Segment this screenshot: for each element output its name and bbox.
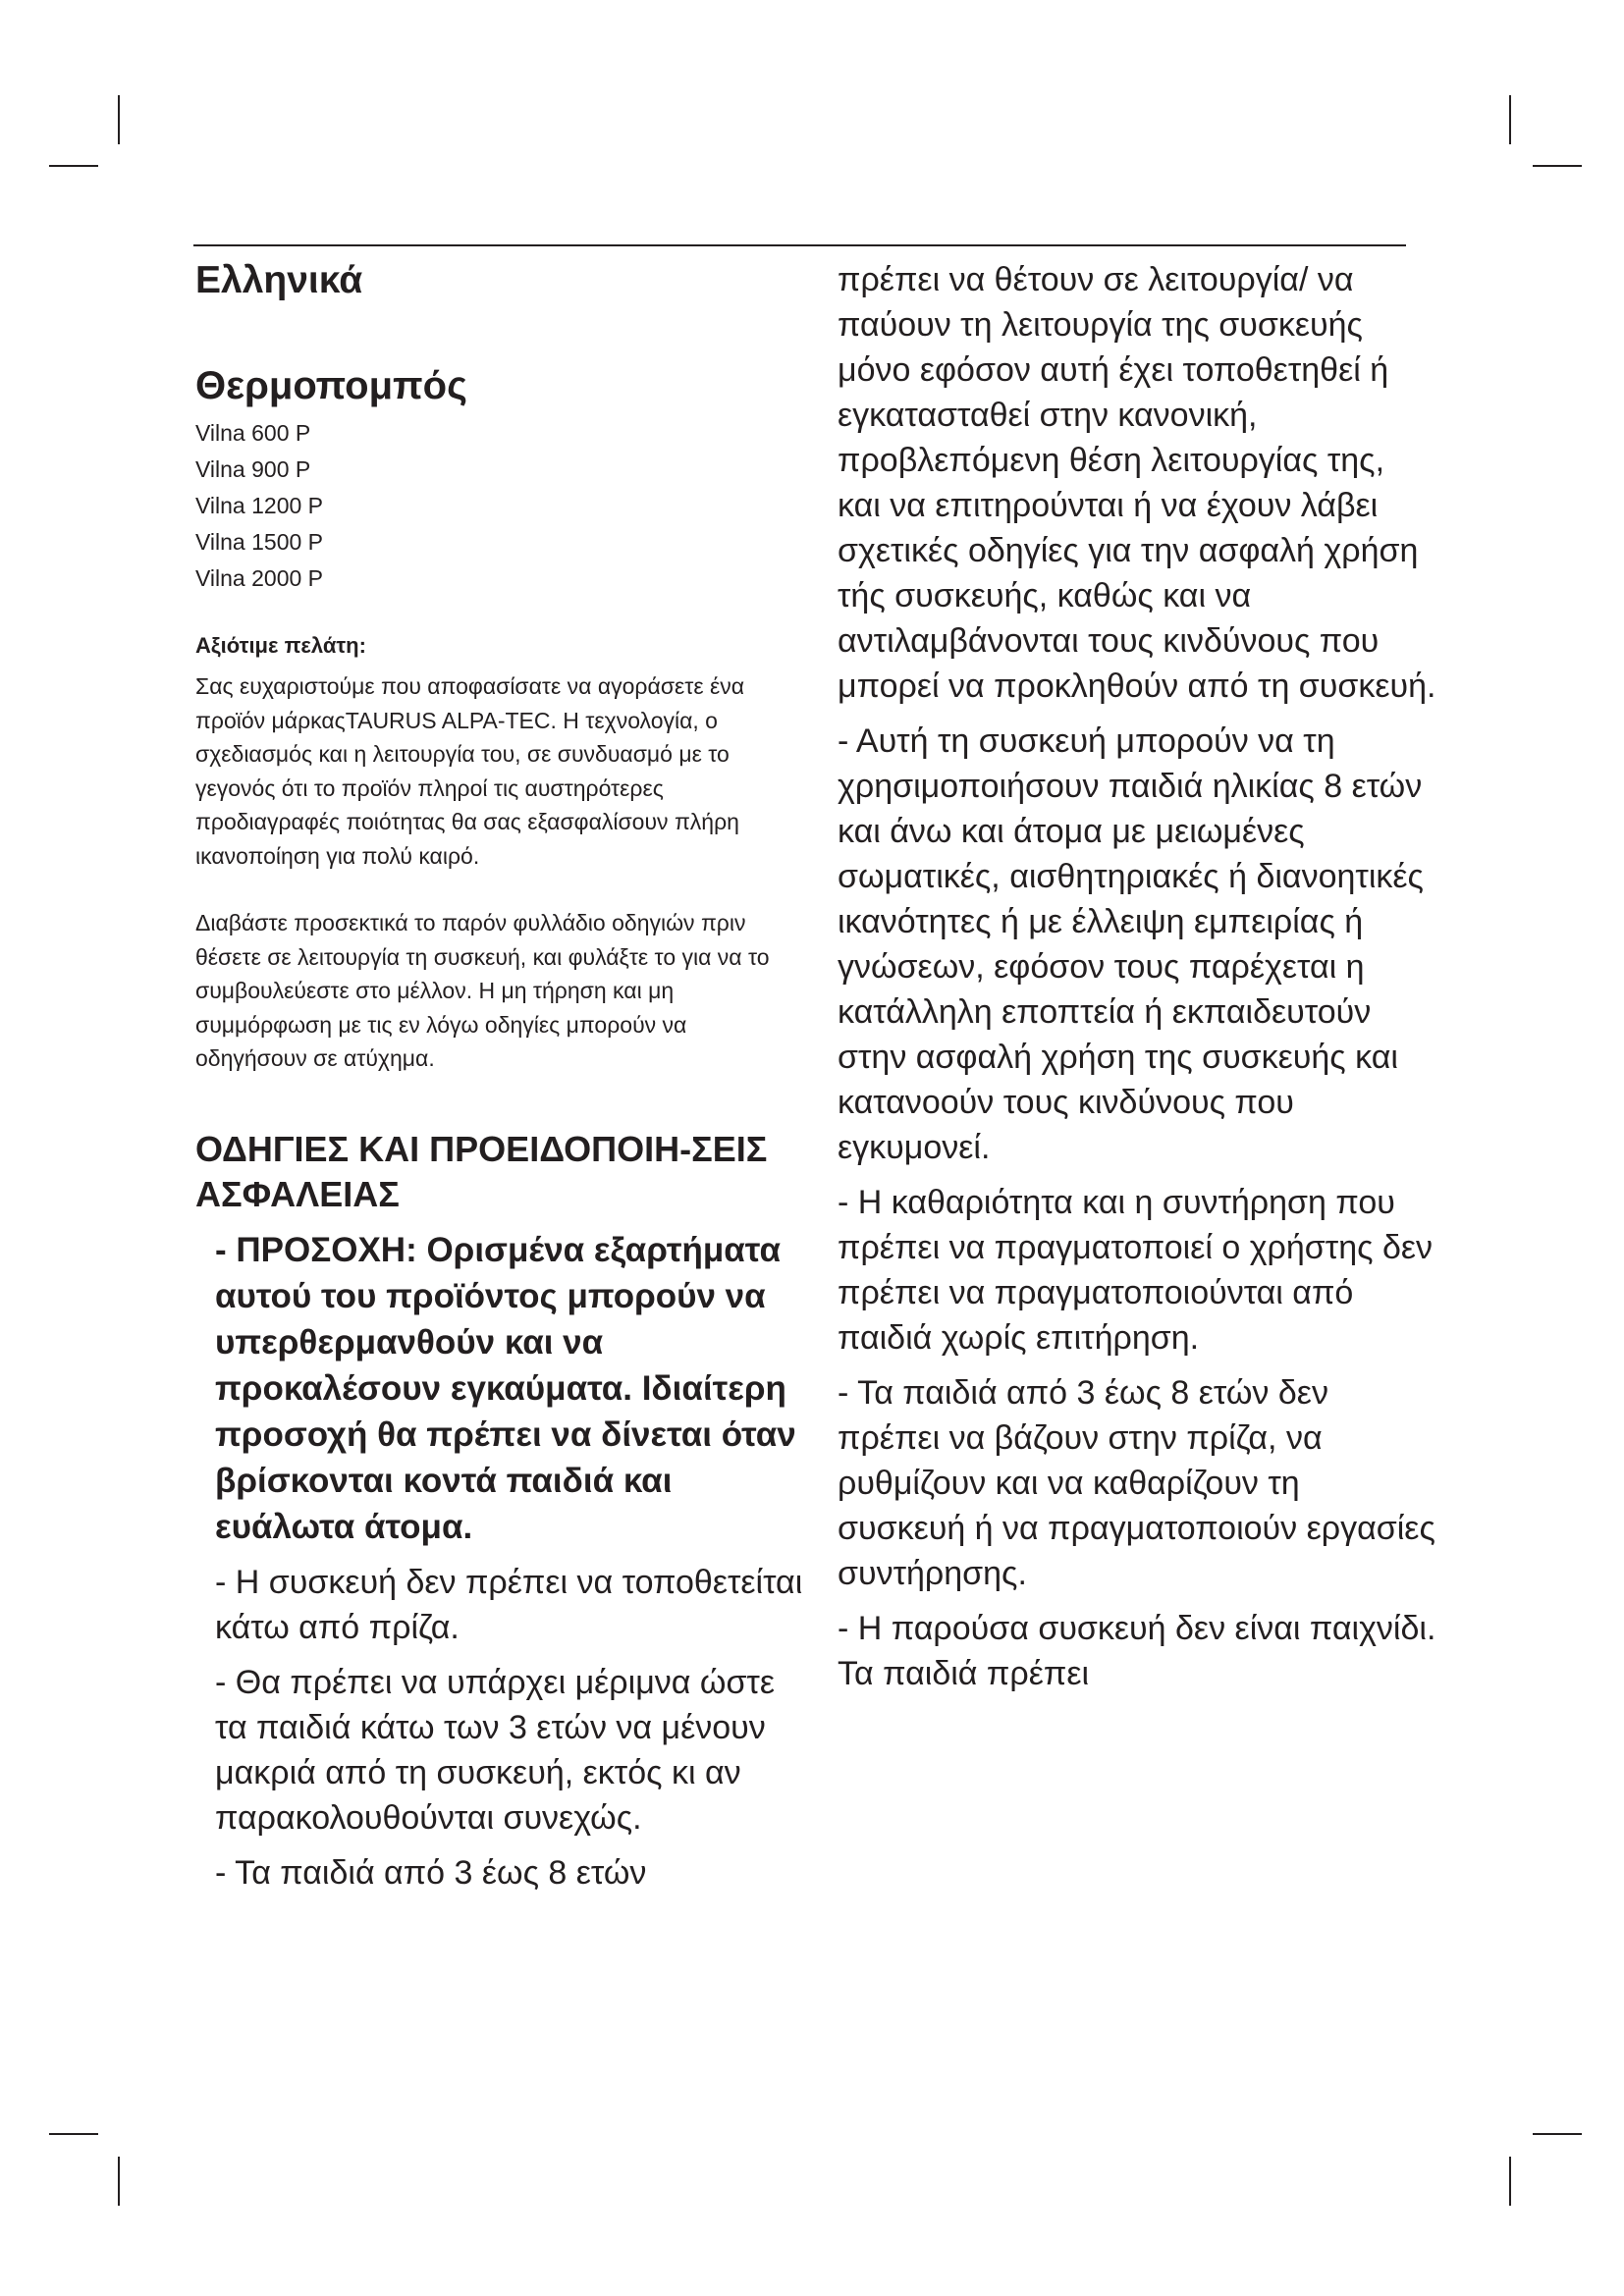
model-item: Vilna 900 P <box>195 455 311 482</box>
warning-paragraph: - ΠΡΟΣΟΧΗ: Ορισμένα εξαρτήματα αυτού του προϊόντος μπορούν να υπερθερμανθούν και να προκαλέσουν εγκαύματα. Ιδιαίτερη προσοχή θα πρέπει να δίνεται όταν βρίσκονται κοντά παιδιά και ευάλωτα άτομα. <box>215 1230 796 1546</box>
crop-mark <box>49 165 98 167</box>
crop-mark <box>1509 95 1511 144</box>
safety-item: - Η παρούσα συσκευή δεν είναι παιχνίδι. Τα παιδιά πρέπει <box>838 1610 1436 1692</box>
safety-item: - Θα πρέπει να υπάρχει μέριμνα ώστε τα παιδιά κάτω των 3 ετών να μένουν μακριά από τη συσκευή, εκτός κι αν παρακολουθούνται συνεχώς. <box>215 1663 776 1837</box>
right-column <box>838 257 1436 1706</box>
model-item: Vilna 600 P <box>195 419 311 446</box>
safety-section-title: ΟΔΗΓΙΕΣ ΚΑΙ ΠΡΟΕΙΔΟΠΟΙΗ-ΣΕΙΣ ΑΣΦΑΛΕΙΑΣ <box>195 1128 768 1214</box>
crop-mark <box>118 2157 120 2206</box>
model-item: Vilna 2000 P <box>195 564 324 591</box>
greeting: Αξιότιμε πελάτη: <box>195 632 366 658</box>
model-list <box>195 415 804 597</box>
safety-item: - Τα παιδιά από 3 έως 8 ετών δεν πρέπει να βάζουν στην πρίζα, να ρυθμίζουν και να καθαρίζουν τη συσκευή ή να πραγματοποιούν εργασίες συντήρησης. <box>838 1374 1435 1592</box>
language-heading: Ελληνικά <box>195 259 363 301</box>
crop-mark <box>118 95 120 144</box>
header-rule <box>193 244 1406 246</box>
safety-item-continuation: πρέπει να θέτουν σε λειτουργία/ να παύουν τη λειτουργία της συσκευής μόνο εφόσον αυτή έχει τοποθετηθεί ή εγκατασταθεί στην κανονική, προβλεπόμενη θέση λειτουργίας της, και να επιτηρούνται ή να έχουν λάβει σχετικές οδηγίες για την ασφαλή χρήση τής συσκευής, καθώς και να αντιλαμβάνονται τους κινδύνους που μπορεί να προκληθούν από τη συσκευή. <box>838 261 1436 705</box>
model-item: Vilna 1500 P <box>195 528 324 555</box>
safety-item: - Η καθαριότητα και η συντήρηση που πρέπει να πραγματοποιεί ο χρήστης δεν πρέπει να πραγματοποιούνται από παιδιά χωρίς επιτήρηση. <box>838 1184 1434 1357</box>
safety-item: - Αυτή τη συσκευή μπορούν να τη χρησιμοποιήσουν παιδιά ηλικίας 8 ετών και άνω και άτομα με μειωμένες σωματικές, αισθητηριακές ή διανοητικές ικανότητες ή με έλλειψη εμπειρίας ή γνώσεων, εφόσον τους παρέχεται η κατάλληλη εποπτεία ή εκπαιδευτούν στην ασφαλή χρήση της συσκευής και κατανοούν τους κινδύνους που εγκυμονεί. <box>838 722 1424 1166</box>
crop-mark <box>1533 165 1582 167</box>
model-item: Vilna 1200 P <box>195 492 324 518</box>
crop-mark <box>1509 2157 1511 2206</box>
product-title: Θερμοπομπός <box>195 363 467 407</box>
intro-paragraph: Σας ευχαριστούμε που αποφασίσατε να αγοράσετε ένα προϊόν μάρκαςTAURUS ALPA-TEC. Η τεχνολογία, ο σχεδιασμός και η λειτουργία του, σε συνδυασμό με το γεγονός ότι το προϊόν πληροί τις αυστηρότερες προδιαγραφές ποιότητας θα σας εξασφαλίσουν πλήρη ικανοποίηση για πολύ καιρό. <box>195 673 745 869</box>
intro-paragraph: Διαβάστε προσεκτικά το παρόν φυλλάδιο οδηγιών πριν θέσετε σε λειτουργία τη συσκευή, και φυλάξτε το για να το συμβουλεύεστε στο μέλλον. Η μη τήρηση και μη συμμόρφωση με τις εν λόγω οδηγίες μπορούν να οδηγήσουν σε ατύχημα. <box>195 910 770 1072</box>
crop-mark <box>1533 2133 1582 2135</box>
safety-item: - Τα παιδιά από 3 έως 8 ετών <box>215 1853 647 1892</box>
left-column <box>195 257 804 1905</box>
crop-mark <box>49 2133 98 2135</box>
safety-item: - Η συσκευή δεν πρέπει να τοποθετείται κάτω από πρίζα. <box>215 1563 803 1646</box>
